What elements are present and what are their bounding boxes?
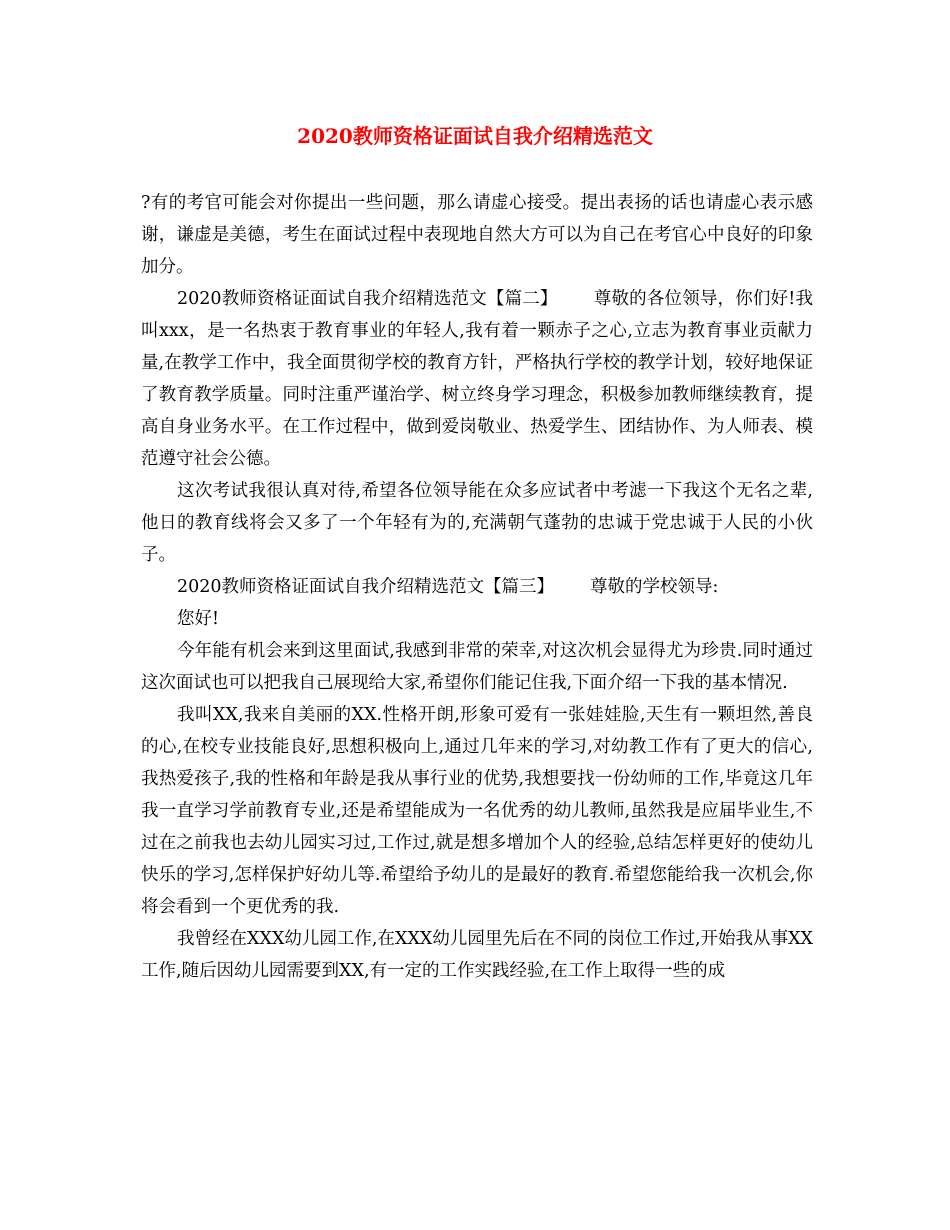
paragraph-exam-attitude: 这次考试我很认真对待,希望各位领导能在众多应试者中考滤一下我这个无名之辈,他日的教育线将会又多了一个年轻有为的,充满朝气蓬勃的忠诚于党忠诚于人民的小伙子。 bbox=[141, 481, 813, 565]
paragraph-opportunity: 今年能有机会来到这里面试,我感到非常的荣幸,对这次机会显得尤为珍贵.同时通过这次面试也可以把我自己展现给大家,希望你们能记住我,下面介绍一下我的基本情况. bbox=[141, 641, 813, 693]
document-title: 2020教师资格证面试自我介绍精选范文 bbox=[297, 124, 653, 148]
document-body bbox=[141, 187, 813, 987]
section-three-salutation: 尊敬的学校领导: bbox=[590, 577, 719, 597]
paragraph-work-history: 我曾经在XXX幼儿园工作,在XXX幼儿园里先后在不同的岗位工作过,开始我从事XX工作,随后因幼儿园需要到XX,有一定的工作实践经验,在工作上取得一些的成 bbox=[141, 929, 813, 981]
paragraph-intro: ?有的考官可能会对你提出一些问题，那么请虚心接受。提出表扬的话也请虚心表示感谢，谦虚是美德，考生在面试过程中表现地自然大方可以为自己在考官心中良好的印象加分。 bbox=[141, 193, 813, 277]
paragraph-greeting: 您好! bbox=[177, 609, 220, 629]
section-three-heading: 2020教师资格证面试自我介绍精选范文【篇三】 bbox=[177, 577, 555, 597]
section-two-heading: 2020教师资格证面试自我介绍精选范文【篇二】 bbox=[177, 289, 558, 309]
paragraph-self-intro: 我叫XX,我来自美丽的XX.性格开朗,形象可爱有一张娃娃脸,天生有一颗坦然,善良的心,在校专业技能良好,思想积极向上,通过几年来的学习,对幼教工作有了更大的信心,我热爱孩子,我的性格和年龄是我从事行业的优势,我想要找一份幼师的工作,毕竟这几年我一直学习学前教育专业,还是希望能成为一名优秀的幼儿教师,虽然我是应届毕业生,不过在之前我也去幼儿园实习过,工作过,就是想多增加个人的经验,总结怎样更好的使幼儿快乐的学习,怎样保护好幼儿等.希望给予幼儿的是最好的教育.希望您能给我一次机会,你将会看到一个更优秀的我. bbox=[141, 705, 813, 917]
section-two-body: 尊敬的各位领导，你们好!我叫xxx，是一名热衷于教育事业的年轻人,我有着一颗赤子之心,立志为教育事业贡献力量,在教学工作中，我全面贯彻学校的教育方针，严格执行学校的教学计划，较好地保证了教育教学质量。同时注重严谨治学、树立终身学习理念，积极参加教师继续教育，提高自身业务水平。在工作过程中，做到爱岗敬业、热爱学生、团结协作、为人师表、模范遵守社会公德。 bbox=[141, 289, 813, 469]
paragraph-section-two bbox=[141, 283, 813, 475]
paragraph-section-three bbox=[141, 571, 813, 603]
